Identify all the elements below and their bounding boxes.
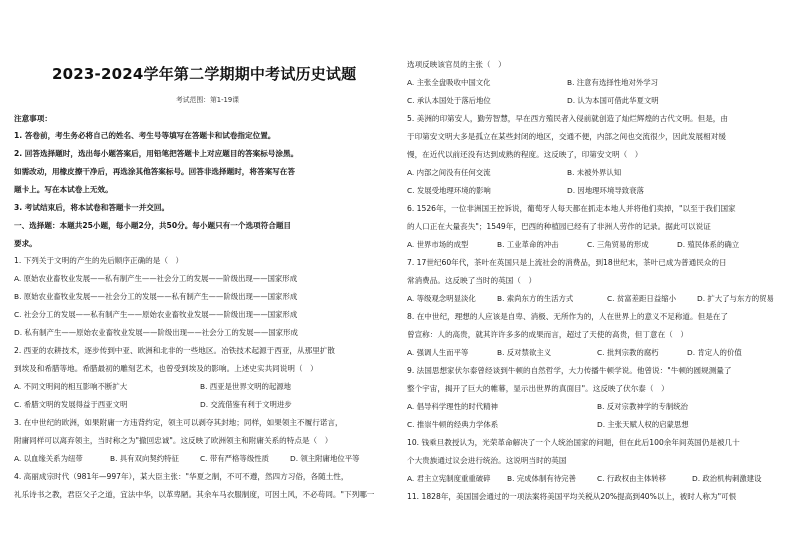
question-stem: 的人口正在大量丧失"；1549年，巴西的种植园已经有了非洲人劳作的记录。据此可以说证 (407, 222, 711, 231)
answer-option: C. 批判宗教的腐朽 (597, 348, 659, 357)
answer-option: D. 认为本国可借此华夏文明 (567, 96, 659, 105)
question-stem: 选项反映该官员的主张（ ） (407, 60, 506, 69)
answer-option: C. 承认本国处于落后地位 (407, 96, 491, 105)
question-stem: 8. 在中世纪，理想的人应该是自卑、消极、无所作为的，人在世界上的意义不足称道。但是在了 (407, 312, 728, 321)
answer-option: A. 内部之间没有任何交流 (407, 168, 491, 177)
answer-option: D. 私有制产生——原始农业畜牧业发展——阶级出现——社会分工的发展——国家形成 (14, 328, 298, 337)
answer-option: C. 贫富差距日益缩小 (607, 294, 676, 303)
exam-title: 2023-2024学年第二学期期中考试历史试题 (52, 65, 357, 83)
question-stem: 2. 西亚的农耕技术，逐步传到中亚、欧洲和北非的一些地区。冶铁技术起源于西亚，从那里扩散 (14, 346, 335, 355)
answer-option: D. 领主附庸地位平等 (290, 454, 360, 463)
answer-option: B. 具有双向契约特征 (110, 454, 179, 463)
answer-option: D. 扩大了与东方的贸易 (697, 294, 774, 303)
answer-option: A. 原始农业畜牧业发展——私有制产生——社会分工的发展——阶级出现——国家形成 (14, 274, 298, 283)
answer-option: C. 社会分工的发展——私有制产生——原始农业畜牧业发展——阶级出现——国家形成 (14, 310, 298, 319)
question-stem: 11. 1828年，美国国会通过的一项法案将美国平均关税从20%提高到40%以上，被时人称为"可恨 (407, 492, 737, 501)
answer-option: C. 希腊文明的发展得益于西亚文明 (14, 400, 128, 409)
question-stem: 7. 17世纪60年代，茶叶在英国只是上流社会的消费品，到18世纪末，茶叶已成为普通民众的日 (407, 258, 727, 267)
answer-option: D. 主张天赋人权的启蒙思想 (597, 420, 689, 429)
answer-option: B. 工业革命的冲击 (497, 240, 559, 249)
answer-option: B. 完成体制有待完善 (507, 474, 576, 483)
question-stem: 个大贵族通过议会进行统治。这说明当时的英国 (407, 456, 567, 465)
answer-option: B. 反对宗教神学的专制统治 (597, 402, 689, 411)
question-stem: 常消费品。这反映了当时的英国（ ） (407, 276, 537, 285)
answer-option: A. 世界市场的成型 (407, 240, 469, 249)
answer-option: C. 行政权由主体转移 (597, 474, 666, 483)
question-stem: 曾宣称：人的高贵，就其许许多多的成果而言，超过了天使的高贵，但丁意在（ ） (407, 330, 688, 339)
answer-option: D. 因地理环境导致衰落 (567, 186, 644, 195)
answer-option: A. 不同文明间的相互影响不断扩大 (14, 382, 128, 391)
answer-option: C. 推崇牛顿的经典力学体系 (407, 420, 499, 429)
answer-option: D. 殖民体系的确立 (677, 240, 740, 249)
section-heading: 一、选择题：本题共25小题，每小题2分，共50分。每小题只有一个选项符合题目 (14, 221, 292, 230)
question-stem: 4. 高丽成宗时代（981年—997年），某大臣主张："华夏之制，不可不遵，然四方习俗，各随土性， (14, 472, 349, 481)
question-stem: 附庸同样可以离弃领主，当时称之为"撤回忠诚"。这反映了欧洲领主和附庸关系的特点是（ ） (14, 436, 333, 445)
question-stem: 10. 钱乘旦教授认为，光荣革命解决了一个人统治国家的问题，但在此后100余年间英国仍是被几十 (407, 438, 740, 447)
answer-option: B. 原始农业畜牧业发展——社会分工的发展——私有制产生——阶级出现——国家形成 (14, 292, 298, 301)
answer-option: D. 交流借鉴有利于文明进步 (200, 400, 292, 409)
answer-option: A. 君主立宪制度重重破碎 (407, 474, 491, 483)
question-stem: 到埃及和希腊等地。希腊最初的雕刻艺术，也曾受到埃及的影响。上述史实共同说明（ ） (14, 364, 318, 373)
answer-option: B. 索尚东方的生活方式 (497, 294, 574, 303)
right-column (397, 0, 794, 560)
answer-option: A. 强调人生而平等 (407, 348, 469, 357)
notice-line: 1. 答卷前，考生务必将自己的姓名、考生号等填写在答题卡和试卷指定位置。 (14, 131, 276, 140)
notice-line: 3. 考试结束后，将本试卷和答题卡一并交回。 (14, 203, 170, 212)
answer-option: A. 等级观念明显淡化 (407, 294, 476, 303)
question-stem: 9. 法国思想家伏尔泰曾经谈到牛顿的自然哲学，大力传播牛顿学说。他曾说："牛顿的圆规测量了 (407, 366, 732, 375)
answer-option: C. 带有严格等级性质 (200, 454, 269, 463)
question-stem: 6. 1526年，一位非洲国王控诉说，葡萄牙人每天都在抓走本地人并将他们卖掉，"以至于我们国家 (407, 204, 736, 213)
question-stem: 1. 下列关于文明的产生的先后顺序正确的是（ ） (14, 256, 184, 265)
answer-option: B. 注意有选择性地对外学习 (567, 78, 659, 87)
question-stem: 于印第安文明大多是孤立在某些封闭的地区，交通不便，内部之间也交流很少，因此发展相对缓 (407, 132, 726, 141)
question-stem: 整个宇宙，揭开了巨大的帷幕，显示出世界的真面目"。这反映了伏尔泰（ ） (407, 384, 669, 393)
exam-scope: 考试范围：第1-19课 (176, 96, 240, 104)
notice-line: 题卡上。写在本试卷上无效。 (14, 185, 113, 194)
answer-option: D. 肯定人的价值 (687, 348, 742, 357)
notice-line: 如需改动，用橡皮擦干净后，再选涂其他答案标号。回答非选择题时，将答案写在答 (14, 167, 295, 176)
notice-line: 2. 回答选择题时，选出每小题答案后，用铅笔把答题卡上对应题目的答案标号涂黑。 (14, 149, 299, 158)
answer-option: B. 反对禁欲主义 (497, 348, 552, 357)
answer-option: A. 主张全盘吸收中国文化 (407, 78, 491, 87)
question-stem: 3. 在中世纪的欧洲，如果附庸一方违背约定，领主可以剥夺其封地；同样，如果领主不履行诺言， (14, 418, 343, 427)
question-stem: 礼乐诗书之教，君臣父子之道，宜法中华，以革卑陋。其余车马衣服制度，可因土风，不必苟同。"下列哪一 (14, 490, 375, 499)
answer-option: A. 以血缘关系为纽带 (14, 454, 83, 463)
answer-option: B. 西亚是世界文明的起源地 (200, 382, 292, 391)
answer-option: C. 三角贸易的形成 (587, 240, 649, 249)
answer-option: B. 未被外界认知 (567, 168, 622, 177)
answer-option: D. 政治机构刺激建设 (692, 474, 762, 483)
question-stem: 慢，在近代以前还没有达到成熟的程度。这反映了，印第安文明（ ） (407, 150, 643, 159)
section-heading: 要求。 (14, 239, 37, 248)
answer-option: A. 倡导科学理性的时代精神 (407, 402, 498, 411)
question-stem: 5. 美洲的印第安人，勤劳智慧，早在西方殖民者入侵前就创造了灿烂辉煌的古代文明。但是，由 (407, 114, 728, 123)
notice-heading: 注意事项： (14, 114, 52, 123)
answer-option: C. 发展受地理环境的影响 (407, 186, 491, 195)
